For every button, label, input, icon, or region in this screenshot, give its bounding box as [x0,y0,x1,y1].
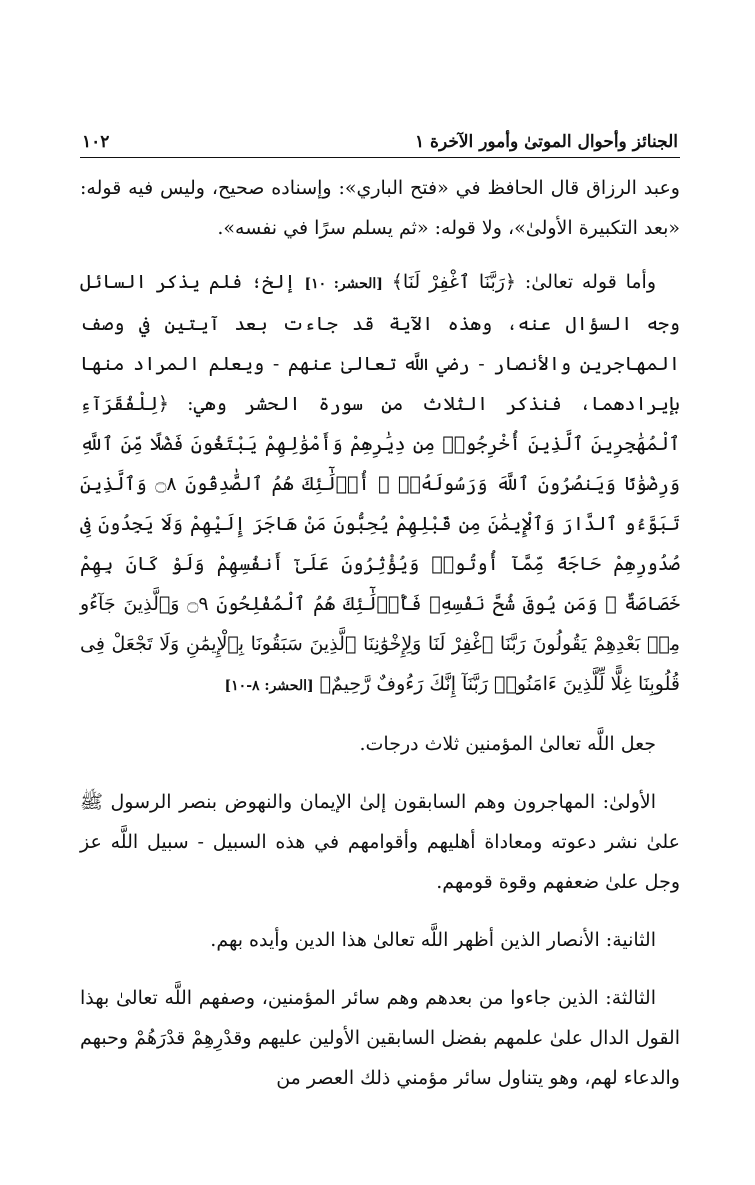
verse-reference: [الحشر: ١٠] [304,276,383,292]
page-body [80,168,680,1098]
page-header [82,112,678,152]
paragraph-5: الثانية: الأنصار الذين أظهر اللَّه تعالىٰ هذا الدين وأيده بهم. [210,929,656,951]
paragraph-2-intro: وأما قوله تعالىٰ: [516,271,656,293]
paragraph-3: جعل اللَّه تعالىٰ المؤمنين ثلاث درجات. [359,733,656,755]
paragraph-4: الأولىٰ: المهاجرون وهم السابقون إلىٰ الإيمان والنهوض بنصر الرسول ﷺ علىٰ نشر دعوته ومعاداة أهليهم وأقوامهم في هذه السبيل - سبيل اللَّه عز وجل علىٰ ضعفهم وقوة قومهم. [80,791,680,893]
page-number: ١٠٢ [82,132,110,152]
quran-verse-short: ﴿رَبَّنَا ٱغْفِرْ لَنَا﴾ [391,271,517,293]
running-title: الجنائز وأحوال الموتىٰ وأمور الآخرة ١ [415,132,678,152]
header-rule [80,157,680,158]
paragraph-2-body: إلخ؛ فلم يذكر السائل وجه السؤال عنه، وهذه الآية قد جاءت بعد آيتين في وصف المهاجرين والأنصار - رضي اللَّه تعالىٰ عنهم - ويعلم المراد منها بإيرادهما، فنذكر الثلاث من سورة الحشر وهي: [80,271,680,415]
paragraph-2 [80,262,680,706]
quran-verses-block: ﴿لِلْفُقَرَآءِ ٱلْمُهَٰجِرِينَ ٱلَّذِينَ أُخْرِجُوا۟ مِن دِيَٰرِهِمْ وَأَمْوَٰلِهِمْ يَبْتَغُونَ فَضْلًا مِّنَ ٱللَّهِ وَرِضْوَٰنًا وَيَنصُرُونَ ٱللَّهَ وَرَسُولَهُۥٓ ۚ أُو۟لَٰٓئِكَ هُمُ ٱلصَّٰدِقُونَ ۝٨ وَٱلَّذِينَ تَبَوَّءُو ٱلدَّارَ وَٱلْإِيمَٰنَ مِن قَبْلِهِمْ يُحِبُّونَ مَنْ هَاجَرَ إِلَيْهِمْ وَلَا يَجِدُونَ فِى صُدُورِهِمْ حَاجَةً مِّمَّآ أُوتُوا۟ وَيُؤْثِرُونَ عَلَىٰٓ أَنفُسِهِمْ وَلَوْ كَانَ بِهِمْ خَصَاصَةٌ ۚ وَمَن يُوقَ شُحَّ نَفْسِهِۦ فَأُو۟لَٰٓئِكَ هُمُ ٱلْمُفْلِحُونَ ۝٩ وَٱلَّذِينَ جَآءُو مِنۢ بَعْدِهِمْ يَقُولُونَ رَبَّنَا ٱغْفِرْ لَنَا وَلِإِخْوَٰنِنَا ٱلَّذِينَ سَبَقُونَا بِٱلْإِيمَٰنِ وَلَا تَجْعَلْ فِى قُلُوبِنَا غِلًّا لِّلَّذِينَ ءَامَنُوا۟ رَبَّنَآ إِنَّكَ رَءُوفٌ رَّحِيمٌ﴾ [80,393,680,695]
paragraph-6: الثالثة: الذين جاءوا من بعدهم وهم سائر المؤمنين، وصفهم اللَّه تعالىٰ بهذا القول الدال علىٰ علمهم بفضل السابقين الأولين عليهم وقدْرِهِمْ قدْرَهُمْ وحبهم والدعاء لهم، وهو يتناول سائر مؤمني ذلك العصر من [80,987,680,1089]
paragraph-1: وعبد الرزاق قال الحافظ في «فتح الباري»: وإسناده صحيح، وليس فيه قوله: «بعد التكبيرة الأولىٰ»، ولا قوله: «ثم يسلم سرًا في نفسه». [80,177,680,239]
verses-reference: [الحشر: ٨-١٠] [224,678,314,694]
